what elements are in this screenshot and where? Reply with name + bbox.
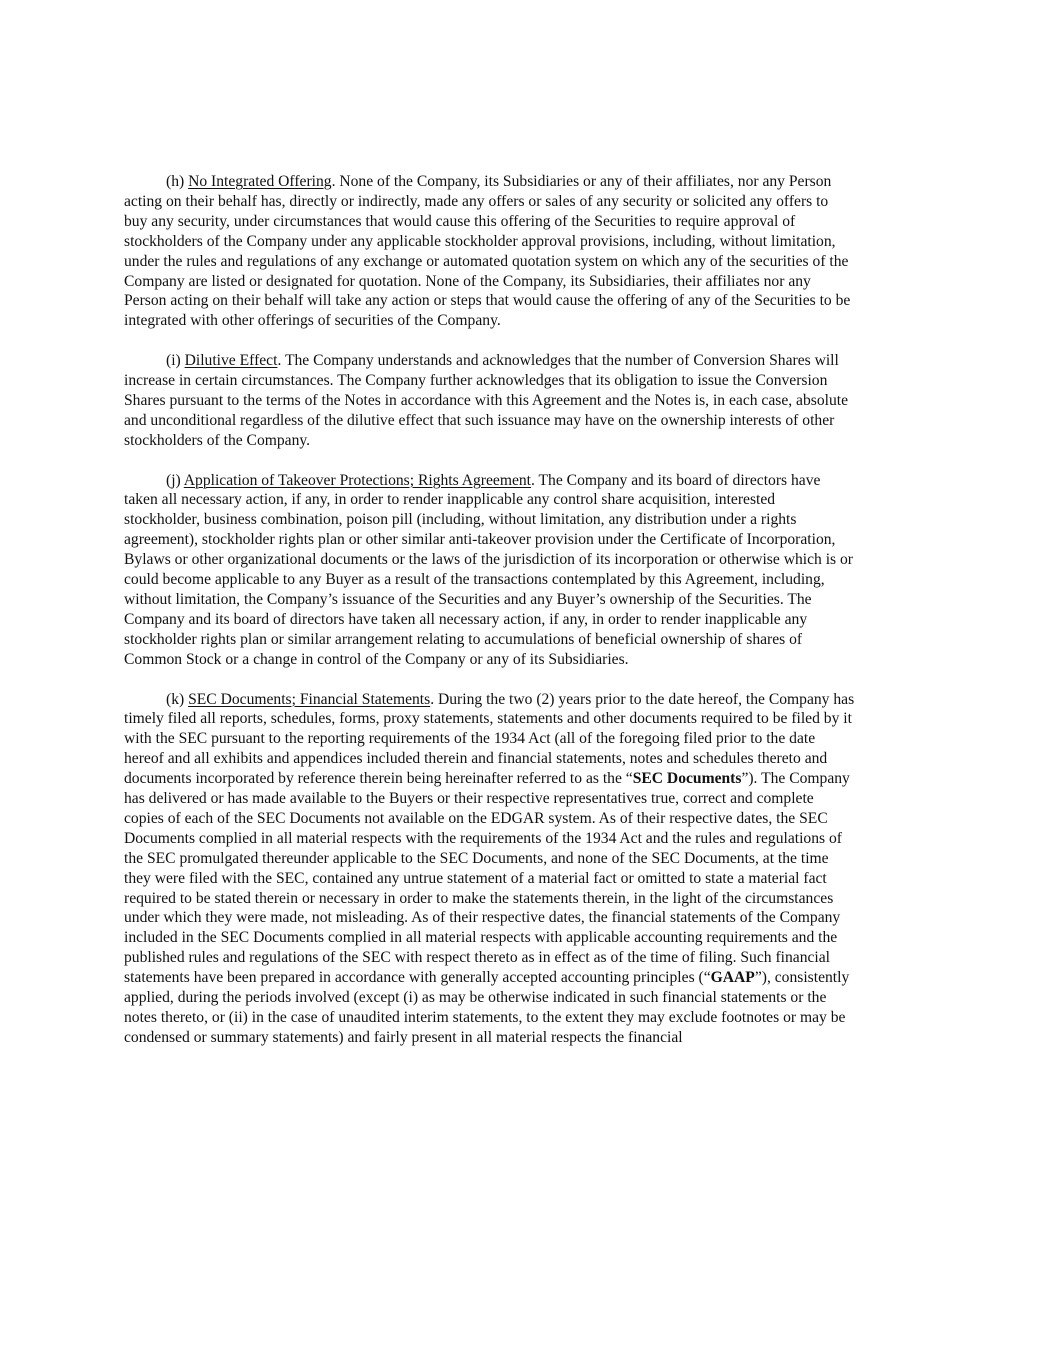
paragraph-j xyxy=(124,471,932,670)
section-label: (j) xyxy=(166,471,184,489)
text-line: condensed or summary statements) and fairly present in all material respects the financial xyxy=(124,1028,683,1046)
section-heading: SEC Documents; Financial Statements xyxy=(188,690,431,708)
line-text: . The Company understands and acknowledges that the number of Conversion Shares will xyxy=(277,352,839,370)
text-line: without limitation, the Company’s issuance of the Securities and any Buyer’s ownership of the Securities. The xyxy=(124,591,812,608)
text-line: agreement), stockholder rights plan or other similar anti-takeover provision under the Certificate of Incorporation, xyxy=(124,531,836,549)
line-text: . None of the Company, its Subsidiaries or any of their affiliates, nor any Person xyxy=(331,173,832,190)
line-text: . The Company and its board of directors have xyxy=(531,471,821,489)
text-line: they were filed with the SEC, contained any untrue statement of a material fact or omitted to state a material fact xyxy=(124,869,827,887)
text-line xyxy=(124,172,932,192)
text-line: Common Stock or a change in control of the Company or any of its Subsidiaries. xyxy=(124,650,629,668)
text-line: under which they were made, not misleading. As of their respective dates, the financial statements of the Company xyxy=(124,909,841,927)
text-line: notes thereto, or (ii) in the case of unaudited interim statements, to the extent they may exclude footnotes or may be xyxy=(124,1009,846,1027)
text-line: Documents complied in all material respects with the requirements of the 1934 Act and the rules and regulations of xyxy=(124,829,842,847)
text-line: hereof and all exhibits and appendices included therein and financial statements, notes and schedules thereto and xyxy=(124,750,828,768)
text-line: timely filed all reports, schedules, forms, proxy statements, statements and other documents required to be filed by it xyxy=(124,710,852,728)
text-line: increase in certain circumstances. The Company further acknowledges that its obligation to issue the Conversion xyxy=(124,372,828,390)
text-line xyxy=(124,351,932,371)
text-line: acting on their behalf has, directly or indirectly, made any offers or sales of any security or solicited any offers to xyxy=(124,192,829,210)
text-line: statements have been prepared in accordance with generally accepted accounting principles (“GAAP”), consistently xyxy=(124,969,850,987)
text-line: Person acting on their behalf will take any action or steps that would cause the offering of any of the Securities to be xyxy=(124,292,851,310)
paragraph-i xyxy=(124,351,932,451)
text-line: Bylaws or other organizational documents or the laws of the jurisdiction of its incorporation or otherwise which is or xyxy=(124,551,853,569)
section-label: (i) xyxy=(166,352,185,370)
text-line: stockholder rights plan or similar arrangement relating to accumulations of beneficial ownership of shares of xyxy=(124,630,803,648)
text-line: stockholders of the Company. xyxy=(124,431,311,449)
text-line xyxy=(124,690,932,710)
text-line: could become applicable to any Buyer as a result of the transactions contemplated by this Agreement, including, xyxy=(124,571,825,589)
paragraph-k xyxy=(124,690,932,1048)
document-body xyxy=(124,172,932,1068)
paragraph-h xyxy=(124,172,932,331)
text-line: stockholders of the Company under any applicable stockholder approval provisions, including, without limitation, xyxy=(124,232,836,250)
defined-term: SEC Documents xyxy=(632,770,742,788)
text-line: copies of each of the SEC Documents not available on the EDGAR system. As of their respective dates, the SEC xyxy=(124,809,828,827)
section-heading: Application of Takeover Protections; Rights Agreement xyxy=(183,471,532,489)
text-line: buy any security, under circumstances that would cause this offering of the Securities to require approval of xyxy=(124,212,796,230)
section-label: (h) xyxy=(166,173,189,190)
text-line: required to be stated therein or necessary in order to make the statements therein, in the light of the circumstances xyxy=(124,889,834,907)
text-line: documents incorporated by reference therein being hereinafter referred to as the “SEC Documents”). The Company xyxy=(124,770,850,788)
section-heading: No Integrated Offering xyxy=(188,173,332,190)
text-line: taken all necessary action, if any, in order to render inapplicable any control share acquisition, interested xyxy=(124,491,776,509)
text-line: has delivered or has made available to the Buyers or their respective representatives true, correct and complete xyxy=(124,790,814,808)
text-line: Company and its board of directors have taken all necessary action, if any, in order to render inapplicable any xyxy=(124,610,808,628)
text-line: with the SEC pursuant to the reporting requirements of the 1934 Act (all of the foregoing filed prior to the date xyxy=(124,730,816,748)
defined-term: GAAP xyxy=(710,969,755,987)
text-line: Shares pursuant to the terms of the Notes in accordance with this Agreement and the Notes is, in each case, absolute xyxy=(124,391,849,409)
line-text: . During the two (2) years prior to the date hereof, the Company has xyxy=(430,690,855,708)
text-line: Company are listed or designated for quotation. None of the Company, its Subsidiaries, their affiliates nor any xyxy=(124,272,811,290)
text-line: under the rules and regulations of any exchange or automated quotation system on which any of the securities of the xyxy=(124,252,849,270)
text-line: and unconditional regardless of the dilutive effect that such issuance may have on the ownership interests of other xyxy=(124,411,835,429)
section-heading: Dilutive Effect xyxy=(184,352,278,370)
text-line: included in the SEC Documents complied in all material respects with applicable accounting requirements and the xyxy=(124,929,838,947)
text-line: applied, during the periods involved (except (i) as may be otherwise indicated in such financial statements or the xyxy=(124,989,827,1007)
text-line: published rules and regulations of the SEC with respect thereto as in effect as of the time of filing. Such financial xyxy=(124,949,831,967)
text-line: the SEC promulgated thereunder applicable to the SEC Documents, and none of the SEC Documents, at the time xyxy=(124,849,829,867)
text-line xyxy=(124,471,932,491)
section-label: (k) xyxy=(166,690,189,708)
text-line: integrated with other offerings of securities of the Company. xyxy=(124,312,501,330)
text-line: stockholder, business combination, poison pill (including, without limitation, any distribution under a rights xyxy=(124,511,797,529)
